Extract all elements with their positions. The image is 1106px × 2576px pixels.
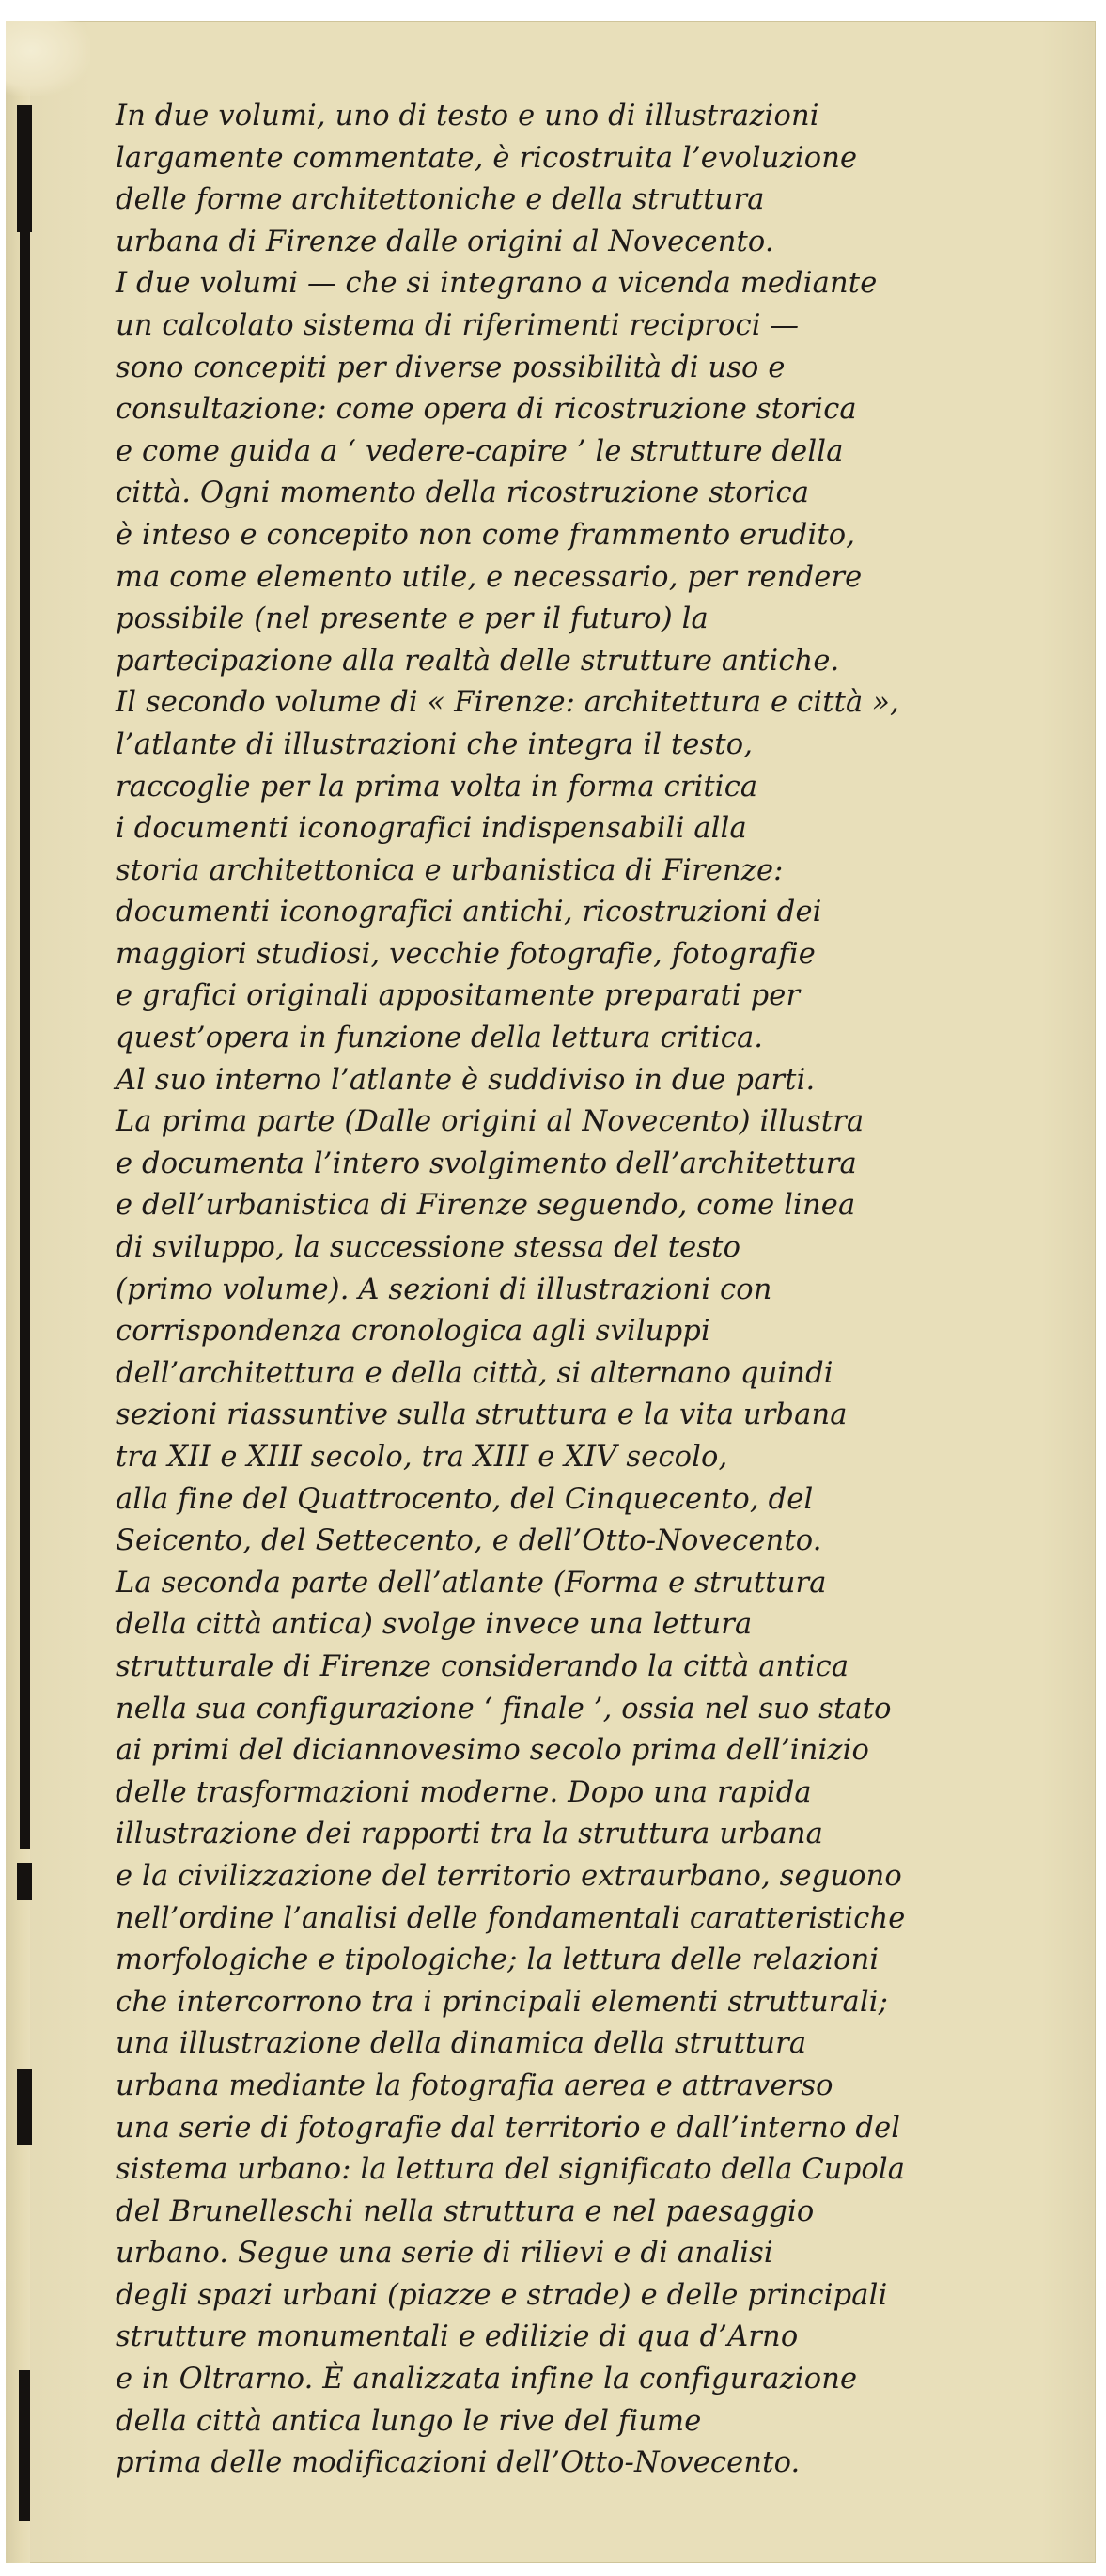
spine-mark [17, 1863, 32, 1900]
text-line: sistema urbano: la lettura del significato della Cupola [116, 2153, 906, 2187]
spine-mark [20, 232, 30, 1849]
text-line: dell’architettura e della città, si alternano quindi [116, 1356, 833, 1390]
text-line: storia architettonica e urbanistica di Firenze: [116, 853, 784, 887]
text-line: nella sua configurazione ‘ finale ’, ossia nel suo stato [116, 1692, 892, 1725]
text-line: urbana mediante la fotografia aerea e attraverso [116, 2069, 833, 2102]
flap-description-text [116, 96, 1065, 2485]
spine-mark [19, 2370, 30, 2521]
text-line: partecipazione alla realtà delle strutture antiche. [116, 644, 840, 678]
text-line: i documenti iconografici indispensabili alla [116, 812, 747, 846]
text-line: maggiori studiosi, vecchie fotografie, fotografie [116, 937, 816, 971]
spine-mark [17, 2069, 32, 2145]
text-line: nell’ordine l’analisi delle fondamentali caratteristiche [116, 1901, 906, 1935]
text-line: documenti iconografici antichi, ricostruzioni dei [116, 896, 822, 929]
text-line: strutture monumentali e edilizie di qua d’Arno [116, 2320, 799, 2354]
text-line: sono concepiti per diverse possibilità di uso e [116, 351, 786, 384]
text-line: e grafici originali appositamente preparati per [116, 979, 801, 1013]
spine-mark [17, 105, 32, 232]
text-line: una serie di fotografie dal territorio e dall’interno del [116, 2111, 901, 2145]
text-line: e la civilizzazione del territorio extraurbano, seguono [116, 1859, 902, 1893]
text-line: e documenta l’intero svolgimento dell’architettura [116, 1147, 857, 1180]
text-line: è inteso e concepito non come frammento erudito, [116, 518, 856, 552]
book-spine-edge [6, 21, 30, 2563]
text-line: del Brunelleschi nella struttura e nel paesaggio [116, 2194, 815, 2228]
text-line: ai primi del diciannovesimo secolo prima dell’inizio [116, 1734, 870, 1768]
text-line: sezioni riassuntive sulla struttura e la vita urbana [116, 1398, 848, 1432]
text-line: possibile (nel presente e per il futuro) la [116, 602, 709, 636]
text-line: città. Ogni momento della ricostruzione storica [116, 476, 810, 510]
text-line: consultazione: come opera di ricostruzione storica [116, 393, 857, 427]
text-line: (primo volume). A sezioni di illustrazioni con [116, 1272, 772, 1306]
text-line: ma come elemento utile, e necessario, per rendere [116, 560, 863, 594]
text-line: La prima parte (Dalle origini al Novecento) illustra [116, 1105, 865, 1139]
text-line: Seicento, del Settecento, e dell’Otto-Novecento. [116, 1524, 822, 1558]
text-line: e in Oltrarno. È analizzata infine la configurazione [116, 2363, 858, 2396]
text-line: della città antica lungo le rive del fiume [116, 2404, 702, 2438]
text-line: Al suo interno l’atlante è suddiviso in due parti. [116, 1063, 816, 1097]
text-line: e come guida a ‘ vedere-capire ’ le strutture della [116, 434, 844, 468]
text-line: urbano. Segue una serie di rilievi e di analisi [116, 2237, 773, 2271]
text-line: strutturale di Firenze considerando la città antica [116, 1649, 849, 1683]
text-line: alla fine del Quattrocento, del Cinquecento, del [116, 1482, 814, 1516]
text-line: tra XII e XIII secolo, tra XIII e XIV secolo, [116, 1441, 728, 1474]
text-line: e dell’urbanistica di Firenze seguendo, come linea [116, 1189, 856, 1223]
text-line: urbana di Firenze dalle origini al Novecento. [116, 225, 774, 258]
text-line: La seconda parte dell’atlante (Forma e struttura [116, 1566, 827, 1600]
text-line: In due volumi, uno di testo e uno di illustrazioni [116, 100, 819, 133]
text-line: un calcolato sistema di riferimenti reciproci — [116, 308, 800, 342]
text-line: delle forme architettoniche e della struttura [116, 183, 765, 217]
text-line: degli spazi urbani (piazze e strade) e delle principali [116, 2278, 888, 2312]
text-line: l’atlante di illustrazioni che integra il testo, [116, 727, 754, 761]
worn-corner [6, 21, 90, 96]
text-line: quest’opera in funzione della lettura critica. [116, 1022, 764, 1055]
text-line: corrispondenza cronologica agli sviluppi [116, 1315, 710, 1349]
text-line: largamente commentate, è ricostruita l’evoluzione [116, 141, 858, 175]
text-line: che intercorrono tra i principali elementi strutturali; [116, 1985, 889, 2019]
text-line: di sviluppo, la successione stessa del testo [116, 1231, 741, 1265]
text-line: delle trasformazioni moderne. Dopo una rapida [116, 1775, 812, 1809]
text-line: illustrazione dei rapporti tra la struttura urbana [116, 1818, 823, 1851]
text-line: raccoglie per la prima volta in forma critica [116, 770, 758, 804]
text-line: una illustrazione della dinamica della struttura [116, 2027, 807, 2061]
text-line: I due volumi — che si integrano a vicenda mediante [116, 267, 878, 301]
text-line: prima delle modificazioni dell’Otto-Novecento. [116, 2446, 801, 2480]
text-line: morfologiche e tipologiche; la lettura delle relazioni [116, 1944, 880, 1977]
text-line: della città antica) svolge invece una lettura [116, 1608, 753, 1642]
text-line: Il secondo volume di « Firenze: architettura e città », [116, 686, 899, 720]
